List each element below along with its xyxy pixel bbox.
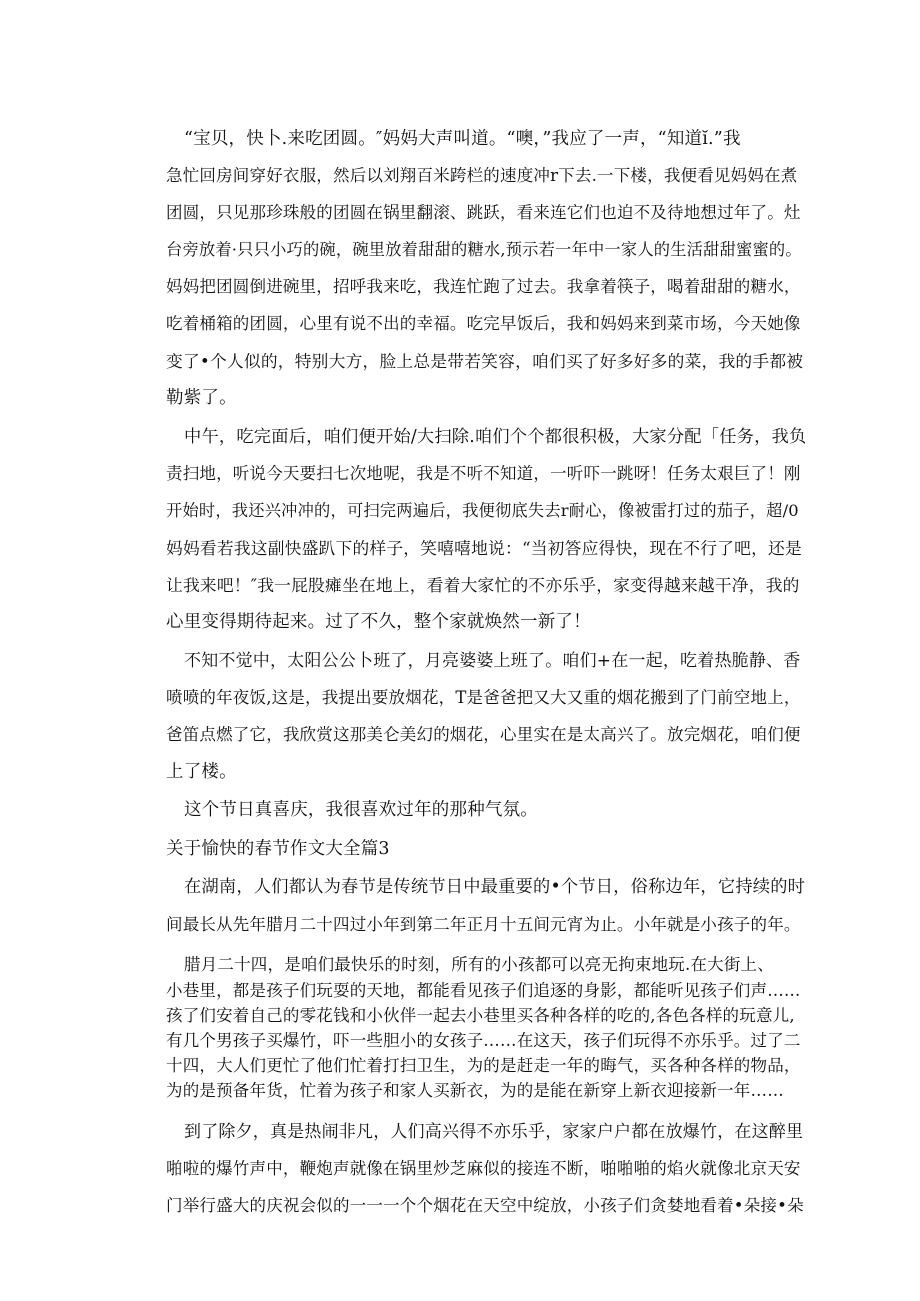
paragraph-3-line-3: 爸笛点燃了它，我欣赏这那美仑美幻的烟花，心里实在是太高兴了。放完烟花，咱们便: [166, 725, 801, 744]
paragraph-3-line-2: 喷喷的年夜饭,这是，我提出要放烟花，T是爸爸把又大又重的烟花搬到了门前空地上，: [166, 688, 801, 707]
paragraph-7-line-1: 到了除夕，真是热闹非凡，人们高兴得不亦乐乎，家家户户都在放爆竹，在这醉里: [184, 1122, 804, 1142]
paragraph-2-line-2: 责扫地，听说今天要扫七次地呢，我是不听不知道，一听吓一跳呀！任务太艰巨了！刚: [166, 464, 801, 483]
paragraph-2-line-5: 让我来吧！″我一屁股瘫坐在地上，看着大家忙的不亦乐乎，家变得越来越干净，我的: [166, 575, 800, 595]
paragraph-2-line-4: 妈妈看若我这副快盛趴下的样子，笑嘻嘻地说：“当初答应得快，现在不行了吧，还是: [166, 538, 802, 558]
paragraph-2-line-6: 心里变得期待起来。过了不久，整个家就焕然一新了！: [166, 612, 591, 632]
paragraph-4-line-1: 这个节日真喜庆，我很喜欢过年的那种气氛。: [184, 800, 538, 820]
paragraph-3-line-4: 上了楼。: [166, 762, 237, 782]
paragraph-1-line-3: 团圆，只见那珍珠般的团圆在锅里翻滚、跳跃，看来连它们也迫不及待地想过年了。灶: [166, 203, 801, 222]
paragraph-7-line-2: 啪啦的爆竹声中，鞭炮声就像在锅里炒芝麻似的接连不断，啪啪啪的焰火就像北京天安: [166, 1159, 801, 1178]
paragraph-2-line-3: 开始时，我还兴冲冲的，可扫完两遍后，我便彻底失去r耐心，像被雷打过的茄子，超/0: [166, 501, 799, 520]
paragraph-1-line-1: “宝贝，快卜.来吃团圆。″妈妈大声叫道。“噢，”我应了一声，“知道ĭ.”我: [184, 129, 741, 149]
paragraph-6-line-2: 小巷里，都是孩子们玩耍的天地，都能看见孩子们追逐的身影，都能听见孩子们声……: [166, 981, 801, 1000]
paragraph-5-line-2: 间最长从先年腊月二十四过小年到第二年正月十五间元宵为止。小年就是小孩子的年。: [166, 915, 801, 934]
paragraph-2-line-1: 中午，吃完面后，咱们便开始/大扫除.咱们个个都很积极，大家分配「任务，我负: [184, 427, 806, 447]
paragraph-1-line-6: 吃着桶箱的团圆，心里有说不出的幸福。吃完早饭后，我和妈妈来到菜市场，今天她像: [166, 314, 801, 333]
paragraph-1-line-7: 变了•个人似的，特别大方，脸上总是带若笑容，咱们买了好多好多的菜，我的手都被: [166, 351, 804, 371]
paragraph-6-line-6: 为的是预备年货，忙着为孩子和家人买新衣，为的是能在新穿上新衣迎接新一年……: [166, 1081, 784, 1100]
paragraph-6-line-5: 十四，大人们更忙了他们忙着打扫卫生，为的是赶走一年的晦气，买各种各样的物品，: [166, 1056, 801, 1075]
paragraph-1-line-5: 妈妈把团圆倒进碗里，招呼我来吃，我连忙跑了过去。我拿着筷子，喝着甜甜的糖水，: [166, 277, 801, 296]
paragraph-1-line-2: 急忙回房间穿好衣服，然后以刘翔百米跨栏的速度冲r下去.一下楼，我便看见妈妈在煮: [166, 166, 798, 185]
paragraph-3-line-1: 不知不觉中，太阳公公卜班了，月亮婆婆上班了。咱们+在一起，吃着热脆静、香: [184, 651, 801, 671]
section-heading: 关于愉快的春节作文大全篇3: [166, 839, 390, 859]
paragraph-6-line-4: 有几个男孩子买爆竹，吓一些胆小的女孩子……在这天，孩子们玩得不亦乐乎。过了二: [166, 1031, 801, 1050]
paragraph-6-line-3: 孩了们安着自己的零花钱和小伙伴一起去小巷里买各种各样的吃的,各色各样的玩意儿,: [166, 1006, 795, 1025]
paragraph-7-line-3: 门举行盛大的庆祝会似的一一一个个烟花在天空中绽放，小孩子们贪婪地看着•朵接•朵: [166, 1196, 804, 1215]
paragraph-6-line-1: 腊月二十四，是咱们最快乐的时刻，所有的小孩都可以亮无拘束地玩.在大街上、: [184, 955, 774, 974]
paragraph-5-line-1: 在湖南，人们都认为春节是传统节日中最重要的•个节日，俗称边年，它持续的时: [184, 877, 806, 897]
paragraph-1-line-8: 勒紫了。: [166, 388, 237, 408]
paragraph-1-line-4: 台旁放着·只只小巧的碗，碗里放着甜甜的糖水,预示若一年中一家人的生活甜甜蜜蜜的。: [166, 240, 802, 259]
